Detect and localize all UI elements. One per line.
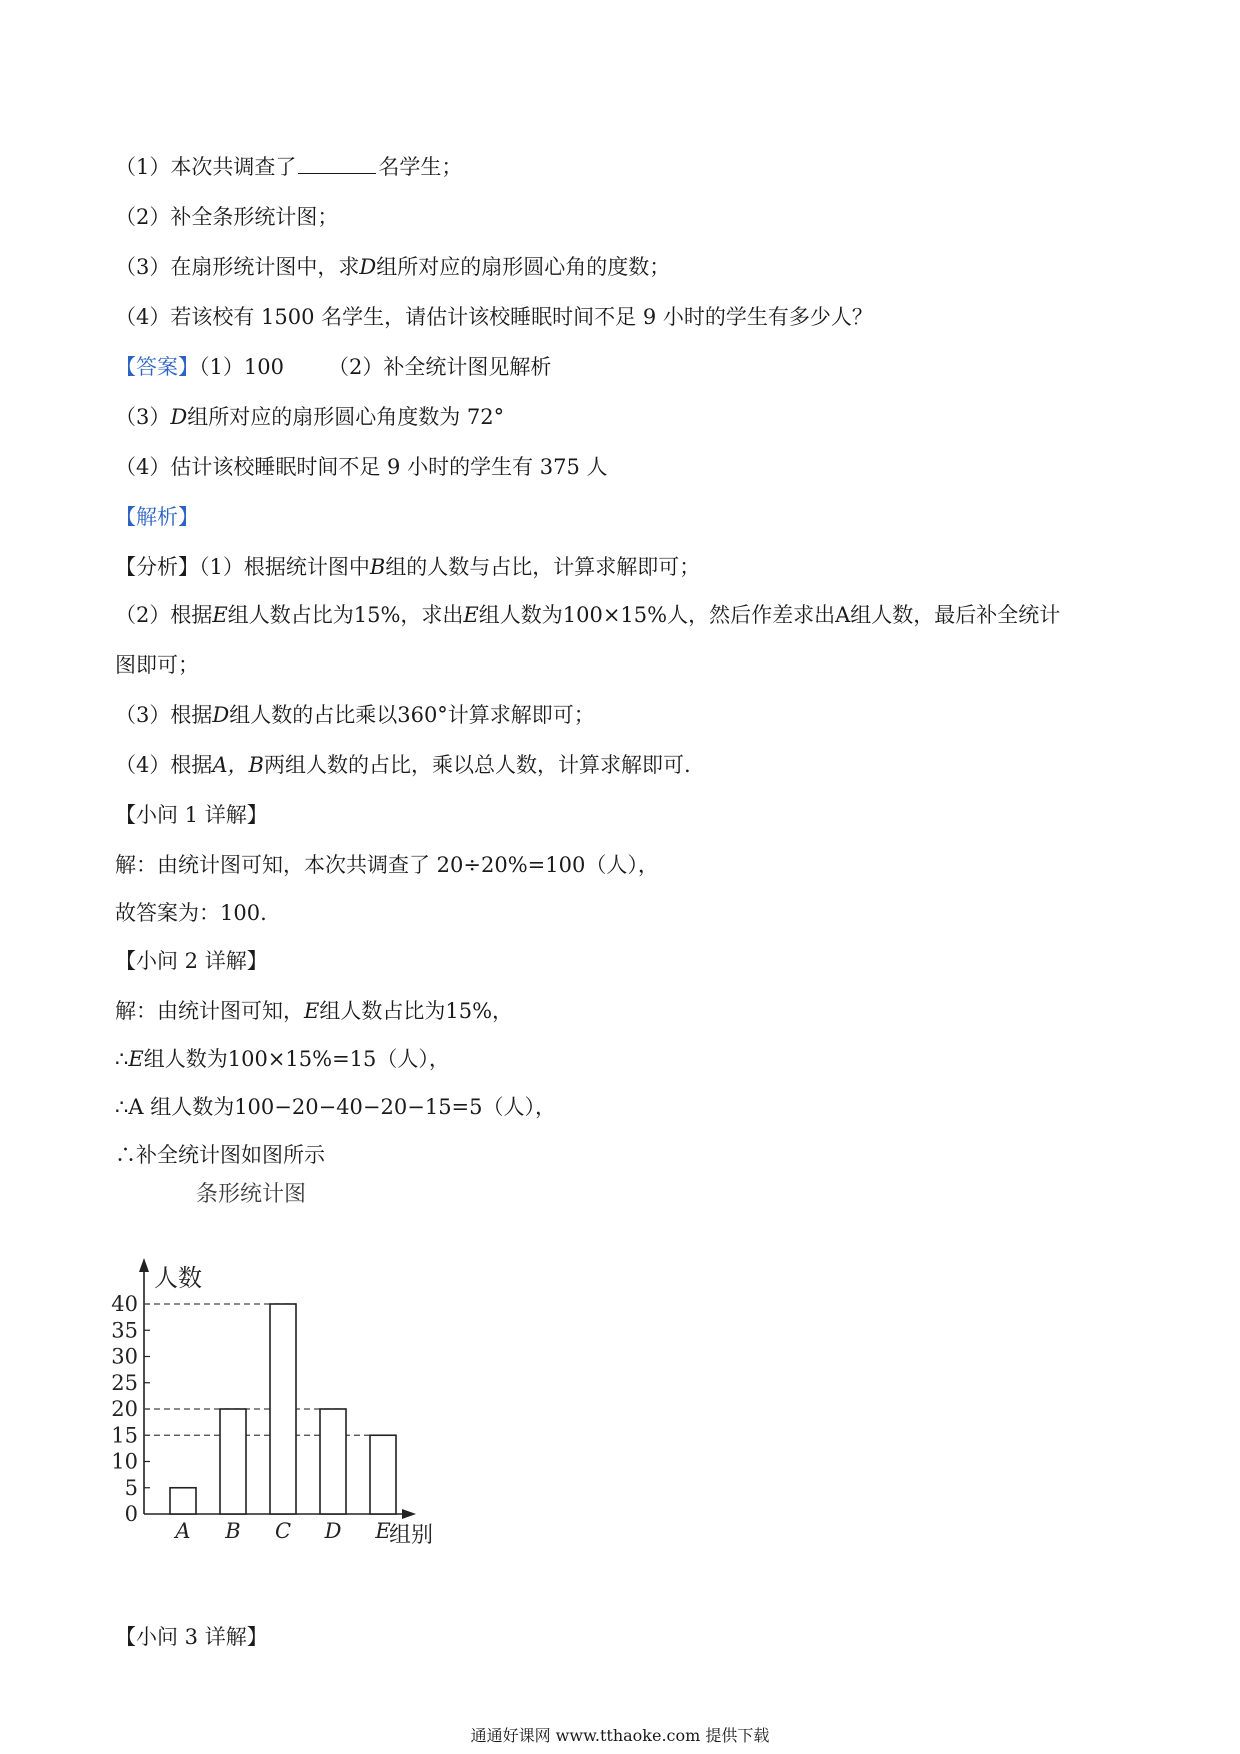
variable: D <box>212 703 230 727</box>
solution-2-text: 解：由统计图可知， <box>115 999 304 1023</box>
question-1-text: （1）本次共调查了 <box>115 155 297 179</box>
question-3-text: （3）在扇形统计图中，求 <box>115 255 360 279</box>
y-axis-label: 人数 <box>154 1264 202 1292</box>
variable: D <box>359 255 377 279</box>
sub-question-2-heading: 【小问 2 详解】 <box>115 949 268 973</box>
analysis-tag: 【解析】 <box>115 505 199 529</box>
bar-D <box>320 1409 346 1514</box>
y-tick-label: 40 <box>111 1292 138 1316</box>
y-tick-label: 15 <box>111 1423 138 1448</box>
solution-2-line-3: ∴A 组人数为100−20−40−20−15=5（人）， <box>115 1095 557 1119</box>
solution-2-line-4: ∴补全统计图如图所示 <box>115 1143 325 1167</box>
answer-3-text: 组所对应的扇形圆心角度数为 72° <box>187 405 505 429</box>
variable: A，B <box>212 753 264 777</box>
footer-source: 通通好课网 www.tthaoke.com 提供下载 <box>470 1726 770 1745</box>
variable: D <box>170 405 188 429</box>
y-tick-label: 20 <box>111 1397 138 1421</box>
fenxi-1 <box>115 552 1130 582</box>
variable: B <box>369 555 386 579</box>
answer-3 <box>115 402 1130 432</box>
variable: E <box>128 1047 144 1071</box>
x-tick-label: B <box>225 1519 241 1543</box>
sub-question-3-heading: 【小问 3 详解】 <box>115 1625 268 1649</box>
y-tick-label: 5 <box>124 1475 138 1500</box>
bar-A <box>170 1488 196 1514</box>
fenxi-1-text: 【分析】（1）根据统计图中 <box>115 555 370 579</box>
solution-1: 解：由统计图可知，本次共调查了 20÷20%=100（人）， <box>115 853 659 877</box>
variable: E <box>463 603 479 627</box>
fenxi-2-tail: 组人数为100×15%人，然后作差求出A组人数，最后补全统计 <box>478 603 1061 627</box>
fenxi-2-cont: 图即可； <box>115 653 199 677</box>
fenxi-3 <box>115 700 1130 730</box>
x-tick-label: A <box>175 1519 191 1543</box>
x-axis-arrow-icon <box>402 1509 416 1519</box>
therefore-symbol: ∴ <box>115 1047 129 1071</box>
fenxi-2-mid: 组人数占比为15%，求出 <box>227 603 464 627</box>
question-4: （4）若该校有 1500 名学生，请估计该校睡眠时间不足 9 小时的学生有多少人？ <box>115 305 873 329</box>
x-axis-label: 组别 <box>389 1523 434 1548</box>
fenxi-4 <box>115 750 1130 780</box>
solution-2-line-2 <box>115 1044 1130 1074</box>
question-3 <box>115 252 1130 282</box>
question-1 <box>115 152 1130 182</box>
fenxi-1-tail: 组的人数与占比，计算求解即可； <box>385 555 701 579</box>
y-tick-label: 30 <box>111 1344 138 1369</box>
x-tick-label: C <box>274 1519 292 1543</box>
solution-2-tail: 组人数占比为15%， <box>319 999 514 1023</box>
answer-4: （4）估计该校睡眠时间不足 9 小时的学生有 375 人 <box>115 455 608 479</box>
fenxi-4-tail: 两组人数的占比，乘以总人数，计算求解即可. <box>263 753 691 777</box>
fenxi-3-text: （3）根据 <box>115 703 213 727</box>
y-tick-label: 25 <box>111 1370 138 1395</box>
fenxi-2 <box>115 600 1130 630</box>
fenxi-2-text: （2）根据 <box>115 603 213 627</box>
solution-2-line-1 <box>115 996 1130 1026</box>
bar-B <box>220 1409 246 1514</box>
sub-question-1-heading: 【小问 1 详解】 <box>115 803 268 827</box>
answer-line <box>115 352 1130 382</box>
y-tick-label: 0 <box>124 1502 138 1526</box>
bar-C <box>270 1304 296 1514</box>
answer-blank <box>298 155 376 174</box>
question-3-tail: 组所对应的扇形圆心角的度数； <box>376 255 671 279</box>
bar-E <box>370 1435 396 1514</box>
solution-1-answer: 故答案为：100. <box>115 901 267 925</box>
fenxi-3-tail: 组人数的占比乘以360°计算求解即可； <box>229 703 595 727</box>
x-tick-label: D <box>324 1519 342 1543</box>
x-tick-label: E <box>375 1519 391 1543</box>
y-tick-label: 10 <box>111 1449 138 1474</box>
variable: E <box>212 603 228 627</box>
answer-tag: 【答案】 <box>115 355 199 379</box>
variable: E <box>304 999 320 1023</box>
bar-chart <box>100 1170 520 1570</box>
y-axis-arrow-icon <box>139 1258 149 1272</box>
answer-1: （1）100 <box>199 355 284 379</box>
chart-title: 条形统计图 <box>196 1182 307 1207</box>
question-1-tail: 名学生； <box>378 155 463 179</box>
answer-2: （2）补全统计图见解析 <box>327 355 552 379</box>
y-tick-label: 35 <box>111 1318 138 1343</box>
fenxi-4-text: （4）根据 <box>115 753 213 777</box>
question-2: （2）补全条形统计图； <box>115 205 339 229</box>
solution-2-line-2-text: 组人数为100×15%=15（人）， <box>143 1047 450 1071</box>
answer-3-label: （3） <box>115 405 171 429</box>
